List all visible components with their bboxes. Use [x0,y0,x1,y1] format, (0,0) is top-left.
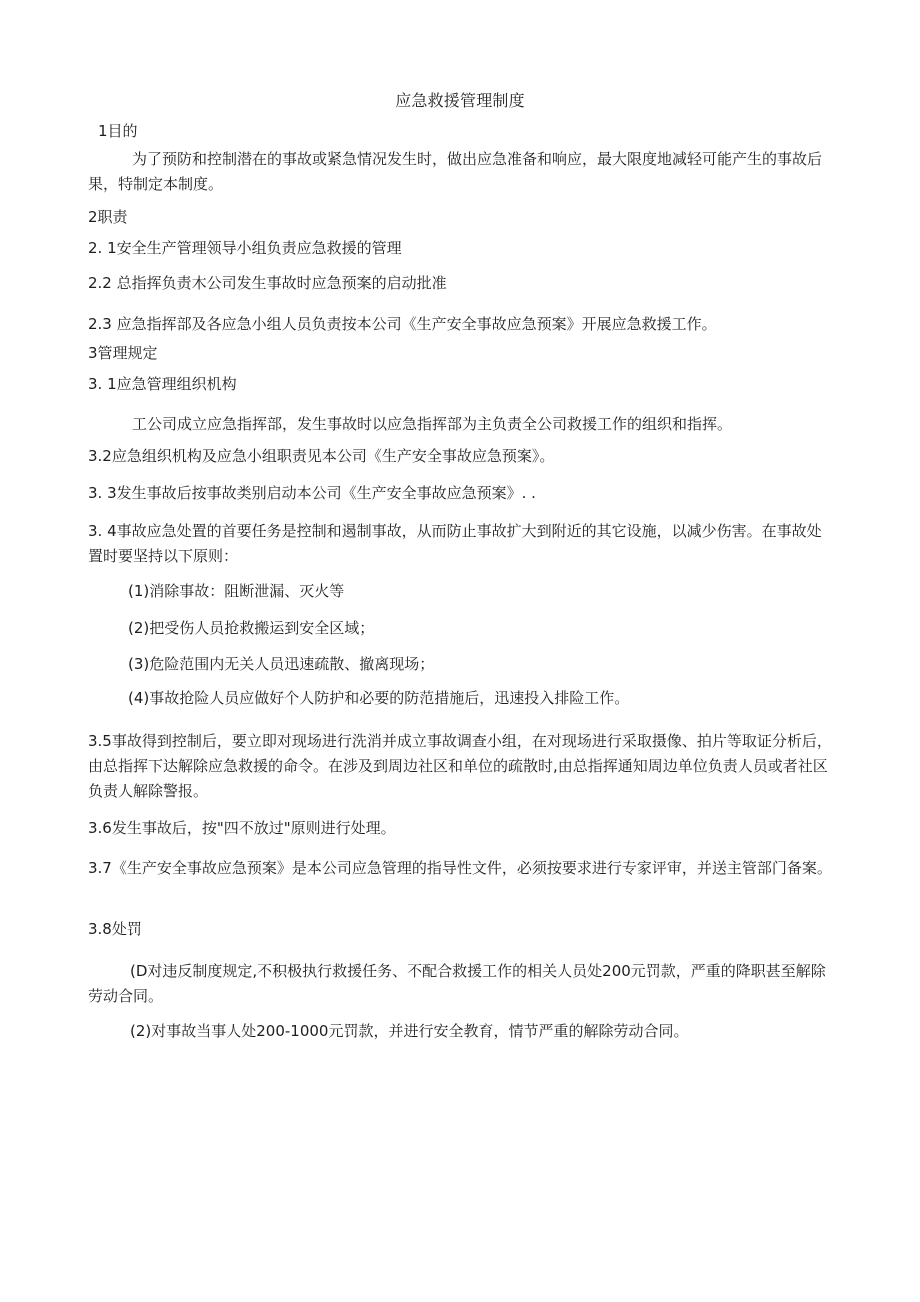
rule-item-3-3: 3. 3发生事故后按事故类别启动本公司《生产安全事故应急预案》. . [88,484,536,502]
rule-item-3-4: 3. 4事故应急处置的首要任务是控制和遏制事故，从而防止事故扩大到附近的其它设施，以减少伤害。在事故处置时要坚持以下原则： [88,522,822,565]
duty-item-2-3: 2.3 应急指挥部及各应急小组人员负责按本公司《生产安全事故应急预案》开展应急救援工作。 [88,315,717,333]
duty-item-2-1: 2. 1安全生产管理领导小组负责应急救援的管理 [88,239,402,257]
rule-item-3-8: 3.8处罚 [88,920,142,938]
purpose-paragraph: 为了预防和控制潜在的事故或紧急情况发生时，做出应急准备和响应，最大限度地减轻可能产生的事故后果，特制定本制度。 [88,150,823,193]
section-heading-rules: 3管理规定 [88,344,158,362]
rule-3-1-paragraph: 工公司成立应急指挥部，发生事故时以应急指挥部为主负责全公司救援工作的组织和指挥。 [132,415,733,433]
rule-item-3-1: 3. 1应急管理组织机构 [88,375,237,393]
principle-item-1: (1)消除事故：阻断泄漏、灭火等 [128,582,345,600]
rule-item-3-6: 3.6发生事故后，按"四不放过"原则进行处理。 [88,819,396,837]
section-heading-duties: 2职责 [88,208,128,226]
principle-item-4: (4)事故抢险人员应做好个人防护和必要的防范措施后，迅速投入排险工作。 [128,689,630,707]
penalty-item-1: (D对违反制度规定,不积极执行救援任务、不配合救援工作的相关人员处200元罚款，严重的降职甚至解除劳动合同。 [88,962,826,1005]
rule-item-3-7: 3.7《生产安全事故应急预案》是本公司应急管理的指导性文件，必须按要求进行专家评审，并送主管部门备案。 [88,859,832,877]
principle-item-3: (3)危险范围内无关人员迅速疏散、撤离现场； [128,655,435,673]
document-title: 应急救援管理制度 [395,91,525,110]
section-heading-purpose: 1目的 [98,122,138,140]
penalty-item-2: (2)对事故当事人处200-1000元罚款，并进行安全教育，情节严重的解除劳动合同。 [130,1022,689,1040]
duty-item-2-2: 2.2 总指挥负责木公司发生事故时应急预案的启动批准 [88,274,447,292]
rule-item-3-2: 3.2应急组织机构及应急小组职责见本公司《生产安全事故应急预案》。 [88,447,555,465]
principle-item-2: (2)把受伤人员抢救搬运到安全区域； [128,619,375,637]
rule-item-3-5: 3.5事故得到控制后，要立即对现场进行洗消并成立事故调查小组，在对现场进行采取摄像、拍片等取证分析后，由总指挥下达解除应急救援的命令。在涉及到周边社区和单位的疏散时,由总指挥通知周边单位负责人员或者社区负责人解除警报。 [88,732,832,800]
